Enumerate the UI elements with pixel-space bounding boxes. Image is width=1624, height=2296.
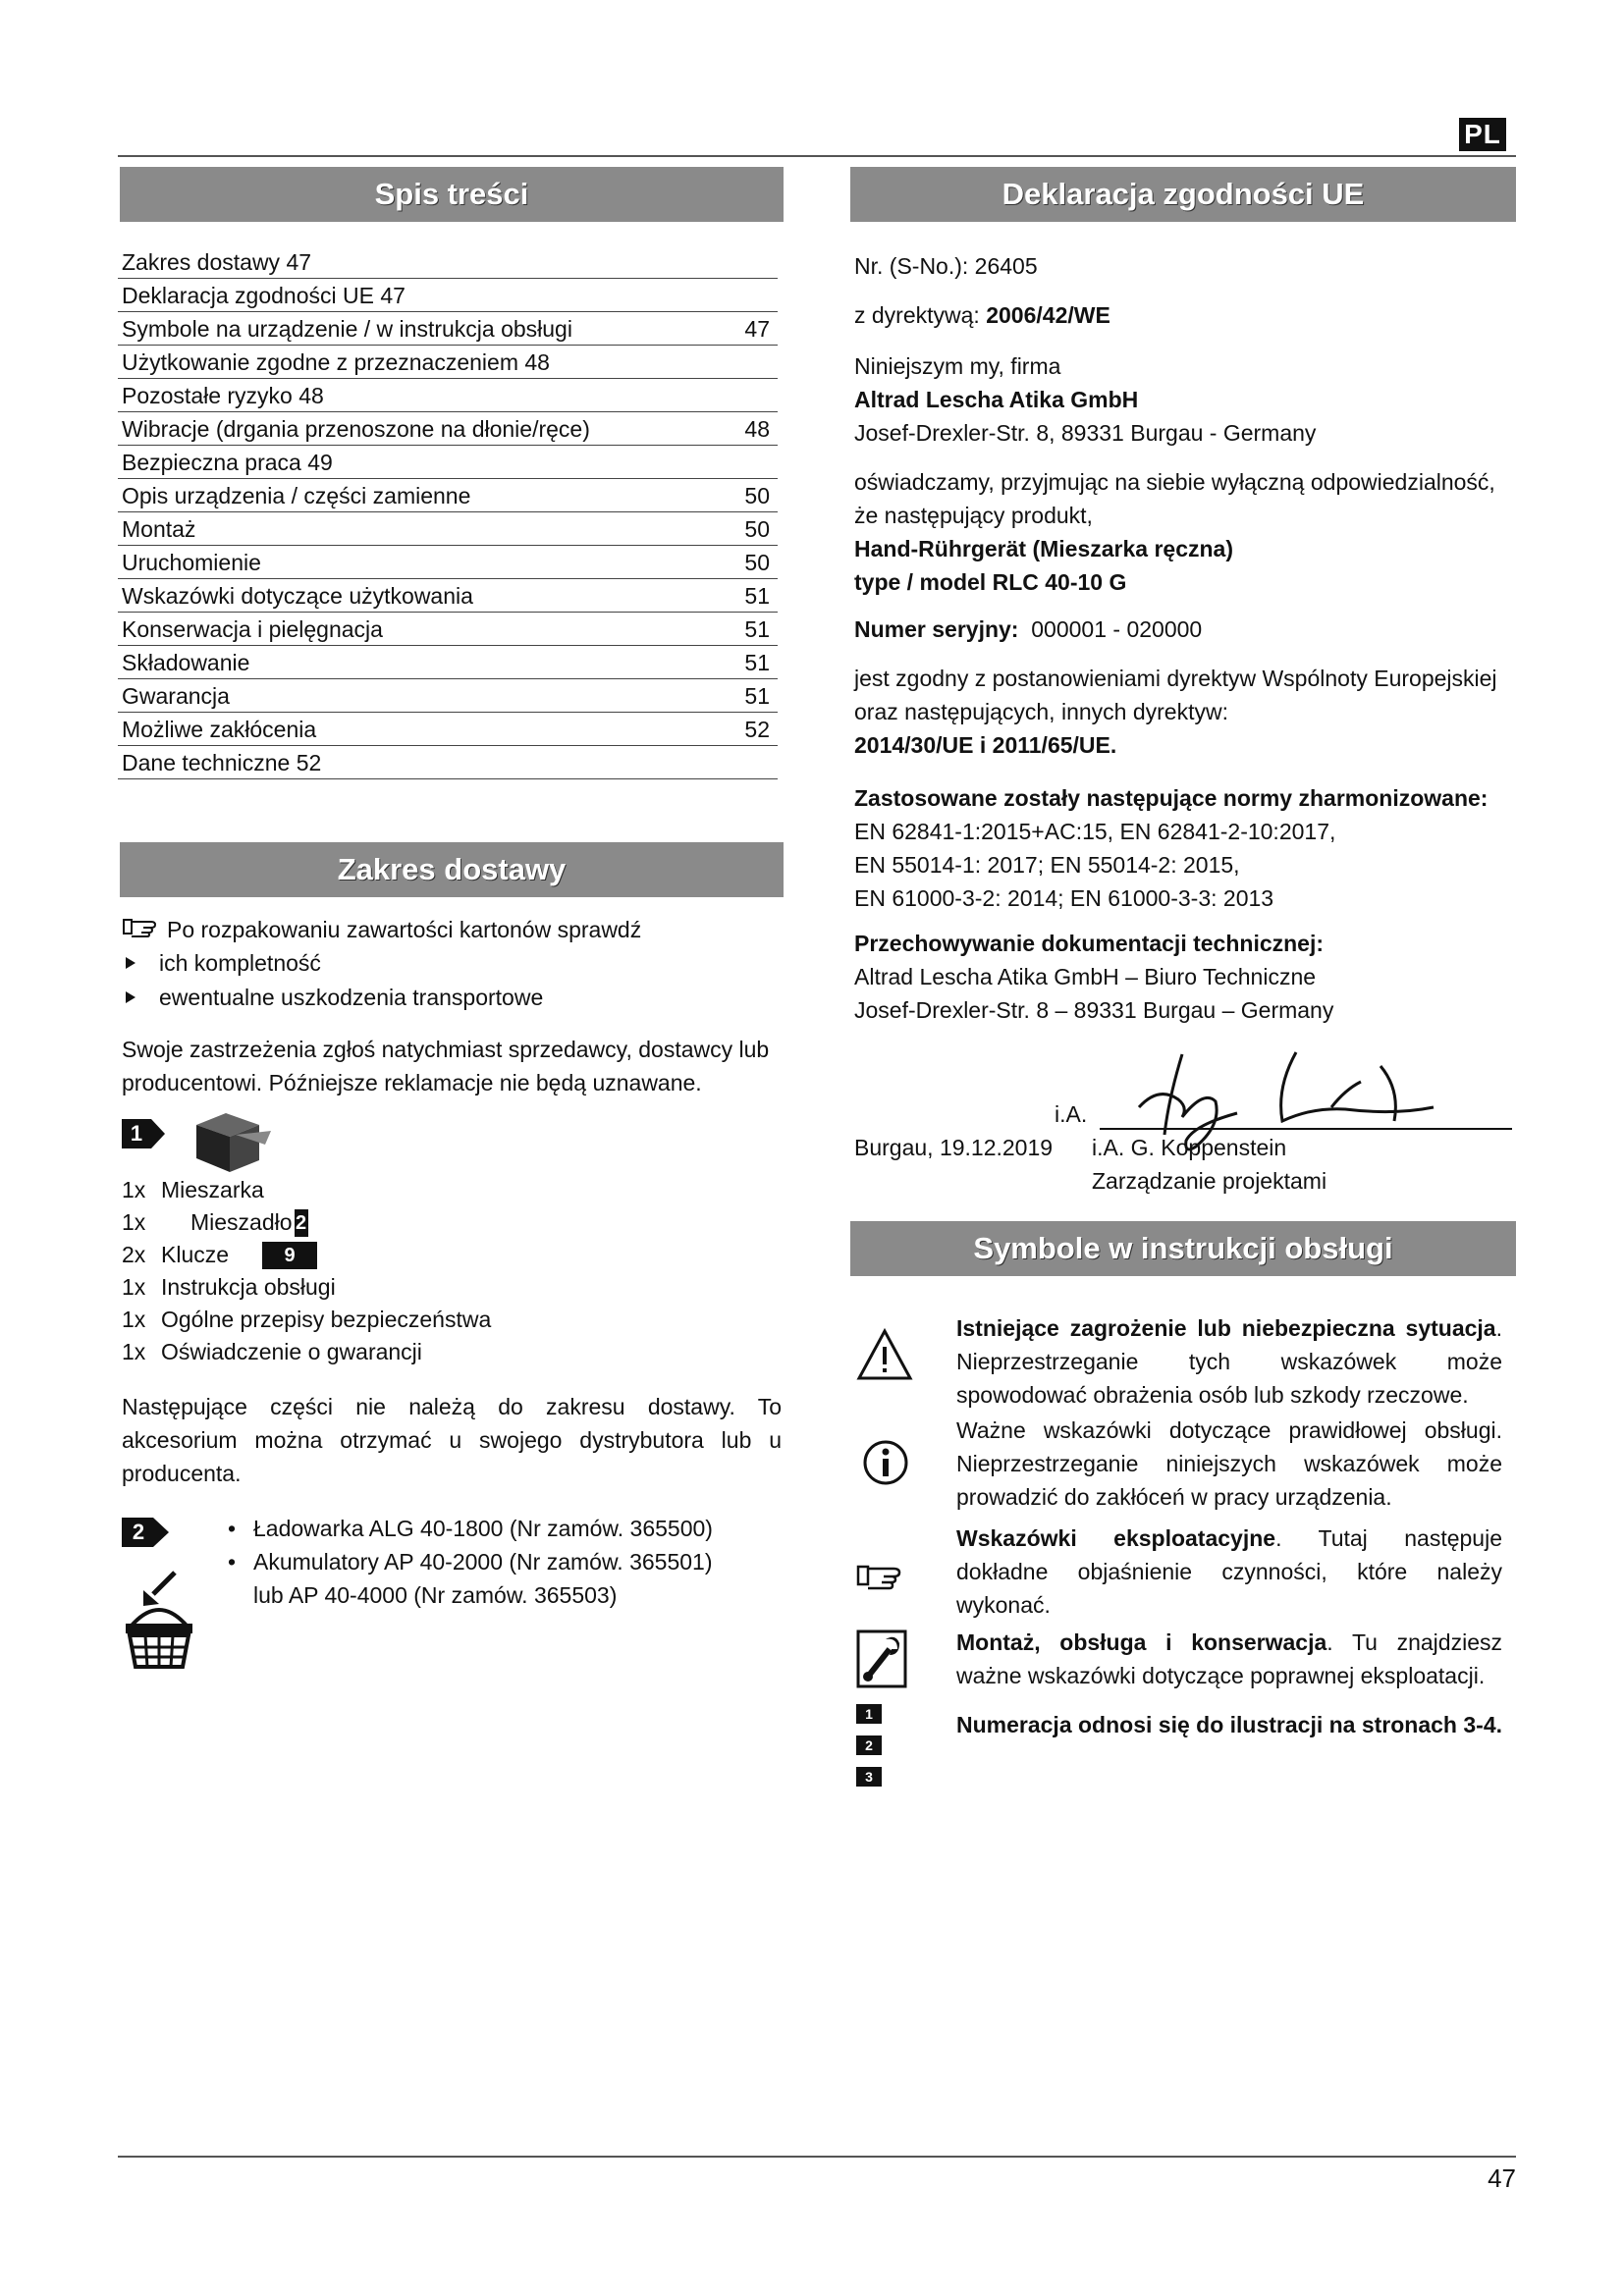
- info-text: Ważne wskazówki dotyczące prawidłowej obsługi. Nieprzestrzeganie niniejszych wskazówek może prowadzić do zakłóceń w pracy urządzenia.: [956, 1417, 1502, 1510]
- not-included-text: Następujące części nie należą do zakresu dostawy. To akcesorium można otrzymać u swojego dystrybutora lub u producenta.: [122, 1394, 782, 1486]
- arrow-bullet-icon: [126, 991, 135, 1003]
- hint-text: Wskazówki eksploatacyjne. Tutaj następuje dokładne objaśnienie czynności, które należy wykonać.: [956, 1525, 1502, 1618]
- conformity-block: jest zgodny z postanowieniami dyrektyw Wspólnoty Europejskiej oraz następujących, innych dyrektyw: 2014/30/UE i 2011/65/UE.: [854, 666, 1497, 758]
- delivery-item-qty: 1x: [122, 1177, 146, 1202]
- toc-row-label: Dane techniczne 52: [122, 750, 322, 775]
- toc-row-label: Użytkowanie zgodne z przeznaczeniem 48: [122, 349, 550, 375]
- check-item-text: ich kompletność: [159, 950, 321, 976]
- complaint-text: Swoje zastrzeżenia zgłoś natychmiast sprzedawcy, dostawcy lub producentowi. Późniejsze reklamacje nie będą uznawane.: [122, 1037, 770, 1095]
- norms-block: Zastosowane zostały następujące normy zharmonizowane: EN 62841-1:2015+AC:15, EN 62841-2-10:2017, EN 55014-1: 2017; EN 55014-2: 2015, EN 61000-3-2: 2014; EN 61000-3-3: 2013: [854, 785, 1489, 911]
- toc-row[interactable]: [118, 379, 778, 412]
- figure-1-badge: 1: [122, 1119, 165, 1148]
- directive-line: z dyrektywą: 2006/42/WE: [854, 302, 1110, 328]
- toc-row-label: Zakres dostawy 47: [122, 249, 312, 275]
- toc-row[interactable]: [118, 312, 778, 346]
- delivery-item-name: Klucze: [161, 1242, 230, 1267]
- toc-row-page: 47: [744, 316, 770, 342]
- toc-row-label: Uruchomienie: [122, 550, 261, 575]
- toc-row-label: Możliwe zakłócenia: [122, 717, 317, 742]
- toc-row[interactable]: [118, 412, 778, 446]
- toc-row[interactable]: [118, 646, 778, 679]
- check-item: [122, 946, 789, 980]
- toc-row[interactable]: [118, 512, 778, 546]
- toc-row-label: Gwarancja: [122, 683, 230, 709]
- place-date: Burgau, 19.12.2019: [854, 1135, 1054, 1160]
- pointing-hand-icon: [122, 913, 161, 946]
- toc-row-label: Konserwacja i pielęgnacja: [122, 616, 383, 642]
- pointing-hand-icon: [856, 1561, 905, 1590]
- toc-row[interactable]: [118, 613, 778, 646]
- toc-row[interactable]: [118, 279, 778, 312]
- toc-row-label: Montaż: [122, 516, 196, 542]
- delivery-item: [122, 1304, 711, 1336]
- toc-row-label: Opis urządzenia / części zamienne: [122, 483, 471, 508]
- delivery-item-qty: 2x: [122, 1242, 146, 1267]
- toc-row-page: 51: [744, 650, 770, 675]
- bottom-rule: [118, 2156, 1516, 2158]
- delivery-item: [122, 1206, 711, 1239]
- delivery-item-qty: 1x: [122, 1307, 146, 1332]
- warning-triangle-icon: [856, 1327, 913, 1382]
- numbering-text: Numeracja odnosi się do ilustracji na stronach 3-4.: [956, 1712, 1502, 1737]
- info-icon: [862, 1439, 909, 1486]
- number-badge-2: 2: [856, 1735, 882, 1755]
- delivery-item-name: Mieszarka: [161, 1177, 264, 1202]
- check-intro: [122, 913, 789, 946]
- page-number: 47: [1488, 2163, 1516, 2193]
- delivery-item-name: Oświadczenie o gwarancji: [161, 1339, 422, 1364]
- toc-row-label: Wskazówki dotyczące użytkowania: [122, 583, 473, 609]
- accessory-item: • Akumulatory AP 40-2000 (Nr zamów. 365501): [228, 1549, 713, 1575]
- language-badge: PL: [1459, 118, 1506, 151]
- toc-row-page: 51: [744, 583, 770, 609]
- toc-row-label: Składowanie: [122, 650, 250, 675]
- tech-docs-block: Przechowywanie dokumentacji technicznej: Altrad Lescha Atika GmbH – Biuro Techniczne Josef-Drexler-Str. 8 – 89331 Burgau – Germany: [854, 931, 1334, 1023]
- toc-row-label: Pozostałe ryzyko 48: [122, 383, 324, 408]
- top-rule: [118, 155, 1516, 157]
- accessory-continuation: lub AP 40-4000 (Nr zamów. 365503): [253, 1582, 618, 1608]
- toc-row[interactable]: [118, 446, 778, 479]
- warning-text: Istniejące zagrożenie lub niebezpieczna sytuacja. Nieprzestrzeganie tych wskazówek może spowodować obrażenia osób lub szkody rzeczowe.: [956, 1315, 1502, 1408]
- check-item: [122, 981, 789, 1014]
- box-icon: [187, 1107, 275, 1178]
- toc-row-page: 50: [744, 483, 770, 508]
- delivery-item-qty: 1x: [122, 1274, 146, 1300]
- wrench-icon: [856, 1629, 907, 1688]
- check-intro-text: Po rozpakowaniu zawartości kartonów sprawdź: [167, 917, 642, 942]
- serial-number-line: Nr. (S-No.): 26405: [854, 253, 1038, 279]
- symbols-header: Symbole w instrukcji obsługi: [850, 1221, 1516, 1276]
- delivery-item-name: Instrukcja obsługi: [161, 1274, 336, 1300]
- toc-row-label: Wibracje (drgania przenoszone na dłonie/ręce): [122, 416, 590, 442]
- toc-row[interactable]: [118, 479, 778, 512]
- declaration-header: Deklaracja zgodności UE: [850, 167, 1516, 222]
- delivery-item: [122, 1336, 711, 1368]
- delivery-item-qty: 1x: [122, 1339, 146, 1364]
- signatory-role: Zarządzanie projektami: [1092, 1168, 1327, 1194]
- signatory-name: i.A. G. Koppenstein: [1092, 1135, 1287, 1160]
- delivery-item-name: Ogólne przepisy bezpieczeństwa: [161, 1307, 492, 1332]
- toc-row-page: 52: [744, 717, 770, 742]
- shopping-basket-icon: [120, 1565, 198, 1673]
- product-block: oświadczamy, przyjmując na siebie wyłączną odpowiedzialność, że następujący produkt, Hand-Rührgerät (Mieszarka ręczna) type / model RLC 40-10 G: [854, 469, 1495, 595]
- toc-header: Spis treści: [120, 167, 784, 222]
- accessory-item: • Ładowarka ALG 40-1800 (Nr zamów. 365500): [228, 1516, 713, 1541]
- toc-row[interactable]: [118, 346, 778, 379]
- company-block: Niniejszym my, firma Altrad Lescha Atika GmbH Josef-Drexler-Str. 8, 89331 Burgau - Germany: [854, 353, 1317, 446]
- toc-row-page: 48: [744, 416, 770, 442]
- toc-row[interactable]: [118, 579, 778, 613]
- table-of-contents: [118, 245, 778, 779]
- delivery-item-qty: 1x: [122, 1209, 146, 1235]
- toc-row-page: 51: [744, 616, 770, 642]
- delivery-item: [122, 1239, 711, 1271]
- number-badge-3: 3: [856, 1767, 882, 1787]
- number-badge-1: 1: [856, 1704, 882, 1724]
- figure-ref-badge: 9: [262, 1242, 317, 1269]
- delivery-item: [122, 1174, 711, 1206]
- toc-row-label: Bezpieczna praca 49: [122, 450, 333, 475]
- toc-row-label: Symbole na urządzenie / w instrukcja obsługi: [122, 316, 572, 342]
- ia-label: i.A.: [1055, 1101, 1088, 1127]
- figure-ref-badge: 2: [295, 1209, 308, 1237]
- delivery-items: [122, 1174, 711, 1368]
- toc-row[interactable]: [118, 679, 778, 713]
- figure-2-badge: 2: [122, 1518, 169, 1547]
- check-item-text: ewentualne uszkodzenia transportowe: [159, 985, 544, 1010]
- toc-row-page: 50: [744, 550, 770, 575]
- toc-row[interactable]: [118, 245, 778, 279]
- toc-row[interactable]: [118, 746, 778, 779]
- toc-row[interactable]: [118, 713, 778, 746]
- delivery-header: Zakres dostawy: [120, 842, 784, 897]
- toc-row-label: Deklaracja zgodności UE 47: [122, 283, 406, 308]
- arrow-bullet-icon: [126, 957, 135, 969]
- delivery-item-name: Mieszadło: [190, 1209, 293, 1235]
- mounting-text: Montaż, obsługa i konserwacja. Tu znajdziesz ważne wskazówki dotyczące poprawnej eksploatacji.: [956, 1629, 1502, 1688]
- toc-row-page: 51: [744, 683, 770, 709]
- toc-row-page: 50: [744, 516, 770, 542]
- accessories-list: [228, 1512, 778, 1612]
- delivery-item: [122, 1271, 711, 1304]
- serial-range-line: Numer seryjny: 000001 - 020000: [854, 616, 1203, 642]
- toc-row[interactable]: [118, 546, 778, 579]
